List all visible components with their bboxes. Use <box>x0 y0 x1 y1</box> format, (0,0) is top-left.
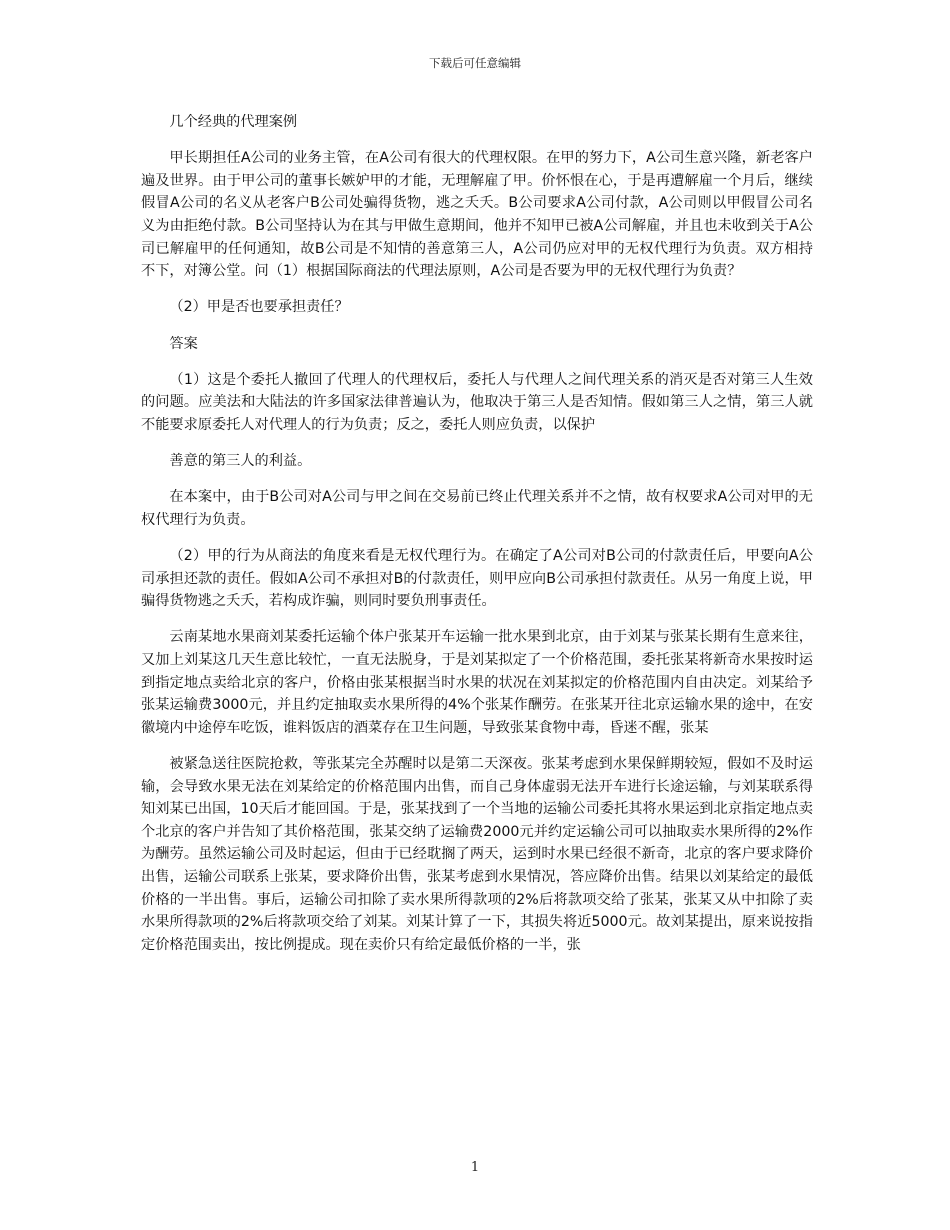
question2-paragraph: （2）甲是否也要承担责任？ <box>169 299 349 316</box>
case1-paragraph: 甲长期担任A公司的业务主管，在A公司有很大的代理权限。在甲的努力下，A公司生意兴隆，新老客户遍及世界。由于甲公司的董事长嫉妒甲的才能，无理解雇了甲。价怀恨在心，于是再遭解雇一个月后，继续假冒A公司的名义从老客户B公司处骗得货物，逃之夭夭。B公司要求A公司付款，A公司则以甲假冒公司名义为由拒绝付款。B公司坚持认为在其与甲做生意期间，他并不知甲已被A公司解雇，并且也未收到关于A公司已解雇甲的任何通知，故B公司是不知情的善意第三人，A公司仍应对甲的无权代理行为负责。双方相持不下，对簿公堂。问（1）根据国际商法的代理法原则，A公司是否要为甲的无权代理行为负责？ <box>141 150 813 280</box>
page-header: 下载后可任意编辑 <box>429 56 521 70</box>
answer-label: 答案 <box>169 335 198 352</box>
document-body <box>141 111 813 970</box>
case2-paragraph-2: 被紧急送往医院抢救，等张某完全苏醒时以是第二天深夜。张某考虑到水果保鲜期较短，假如不及时运输，会导致水果无法在刘某给定的价格范围内出售，而自己身体虚弱无法开车进行长途运输，与刘某联系得知刘某已出国，10天后才能回国。于是，张某找到了一个当地的运输公司委托其将水果运到北京指定地点卖个北京的客户并告知了其价格范围，张某交纳了运输费2000元并约定运输公司可以抽取卖水果所得的2%作为酬劳。虽然运输公司及时起运，但由于已经耽搁了两天，运到时水果已经很不新奇，北京的客户要求降价出售，运输公司联系上张某，要求降价出售，张某考虑到水果情况，答应降价出售。结果以刘某给定的最低价格的一半出售。事后，运输公司扣除了卖水果所得款项的2%后将款项交给了张某，张某又从中扣除了卖水果所得款项的2%后将款项交给了刘某。刘某计算了一下，其损失将近5000元。故刘某提出，原来说按指定价格范围卖出，按比例提成。现在卖价只有给定最低价格的一半，张 <box>141 756 813 953</box>
answer2-paragraph: （2）甲的行为从商法的角度来看是无权代理行为。在确定了A公司对B公司的付款责任后，甲要向A公司承担还款的责任。假如A公司不承担对B的付款责任，则甲应向B公司承担付款责任。从另一角度上说，甲骗得货物逃之夭夭，若构成诈骗，则同时要负刑事责任。 <box>141 548 813 610</box>
case2-paragraph-1: 云南某地水果商刘某委托运输个体户张某开车运输一批水果到北京，由于刘某与张某长期有生意来往，又加上刘某这几天生意比较忙，一直无法脱身，于是刘某拟定了一个价格范围，委托张某将新奇水果按时运到指定地点卖给北京的客户，价格由张某根据当时水果的状况在刘某拟定的价格范围内自由决定。刘某给予张某运输费3000元，并且约定抽取卖水果所得的4%个张某作酬劳。在张某开往北京运输水果的途中，在安徽境内中途停车吃饭，谁料饭店的酒菜存在卫生问题，导致张某食物中毒，昏迷不醒，张某 <box>141 629 813 736</box>
answer1-case-paragraph: 在本案中，由于B公司对A公司与甲之间在交易前已终止代理关系并不之情，故有权要求A公司对甲的无权代理行为负责。 <box>141 489 813 528</box>
page-number: 1 <box>470 1160 480 1175</box>
answer1-continuation: 善意的第三人的利益。 <box>169 453 312 470</box>
document-title: 几个经典的代理案例 <box>169 114 298 130</box>
answer1-paragraph: （1）这是个委托人撤回了代理人的代理权后，委托人与代理人之间代理关系的消灭是否对第三人生效的问题。应美法和大陆法的许多国家法律普遍认为，他取决于第三人是否知情。假如第三人之情，第三人就不能要求原委托人对代理人的行为负责；反之，委托人则应负责，以保护 <box>141 371 813 433</box>
